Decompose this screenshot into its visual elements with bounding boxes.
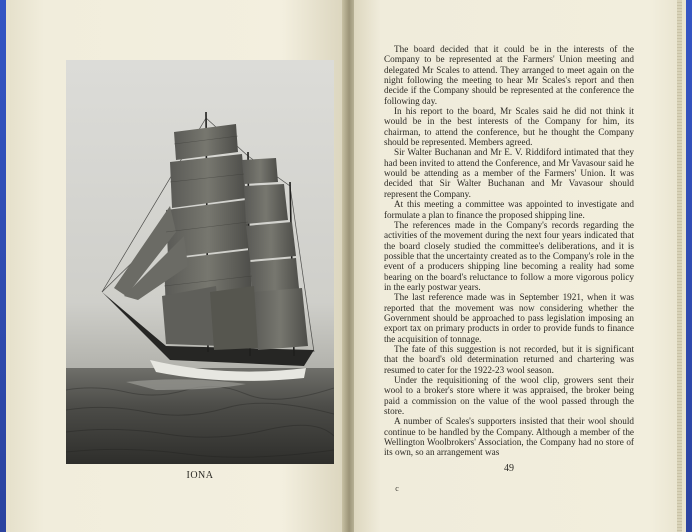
paragraph: Sir Walter Buchanan and Mr E. V. Riddiford intimated that they had been invited to attend the Conference, and Mr Vavasour said he would be attending as a member of the Farmers' Union. It was decided that Sir Walter Buchanan and Mr Vavasour should represent the Company. <box>384 147 634 199</box>
left-page <box>10 0 350 532</box>
paragraph: The references made in the Company's records regarding the activities of the movement during the next four years indicated that the board closely studied the committee's deliberations, and it is possible that the uncertainty created as to the Company's role in the event of a producers shipping line becoming a reality had some bearing on the board's reluctance to follow a more vigorous policy in the early postwar years. <box>384 219 634 292</box>
paragraph: The last reference made was in September 1921, when it was reported that the movement was now considering whether the Government should be approached to pass legislation imposing an export tax on primary products in order to provide funds to finance the acquisition of tonnage. <box>384 292 634 344</box>
page-text <box>384 44 634 458</box>
printer-signature-mark: c <box>395 484 399 493</box>
photo-caption: IONA <box>186 470 214 481</box>
paragraph: A number of Scales's supporters insisted that their wool should continue to be handled by the Company. Although a member of the Wellington Woolbrokers' Association, the Company had no store of its own, so an arrangement was <box>384 416 634 458</box>
paragraph: At this meeting a committee was appointed to investigate and formulate a plan to finance the proposed shipping line. <box>384 199 634 220</box>
paragraph: Under the requisitioning of the wool clip, growers sent their wool to a broker's store where it was appraised, the broker being paid a commission on the value of the wool passed through the store. <box>384 375 634 417</box>
page-number: 49 <box>504 463 514 474</box>
paragraph: The board decided that it could be in the interests of the Company to be represented at the Farmers' Union meeting and delegated Mr Scales to attend. They arranged to meet again on the night following the meeting to hear Mr Scales's report and then decide if the Company should be represented at the conference the following day. <box>384 44 634 106</box>
paragraph: The fate of this suggestion is not recorded, but it is significant that the board's old determination returned and chartering was resumed to cater for the 1922-23 wool season. <box>384 343 634 375</box>
paragraph: In his report to the board, Mr Scales said he did not think it would be in the best interests of the Company for him, its chairman, to attend the conference, but he thought the Company should be represented. Members agreed. <box>384 106 634 148</box>
ship-photograph <box>66 60 334 464</box>
page-edges <box>677 0 682 532</box>
sailing-ship-image <box>66 60 334 464</box>
open-book <box>6 0 686 532</box>
